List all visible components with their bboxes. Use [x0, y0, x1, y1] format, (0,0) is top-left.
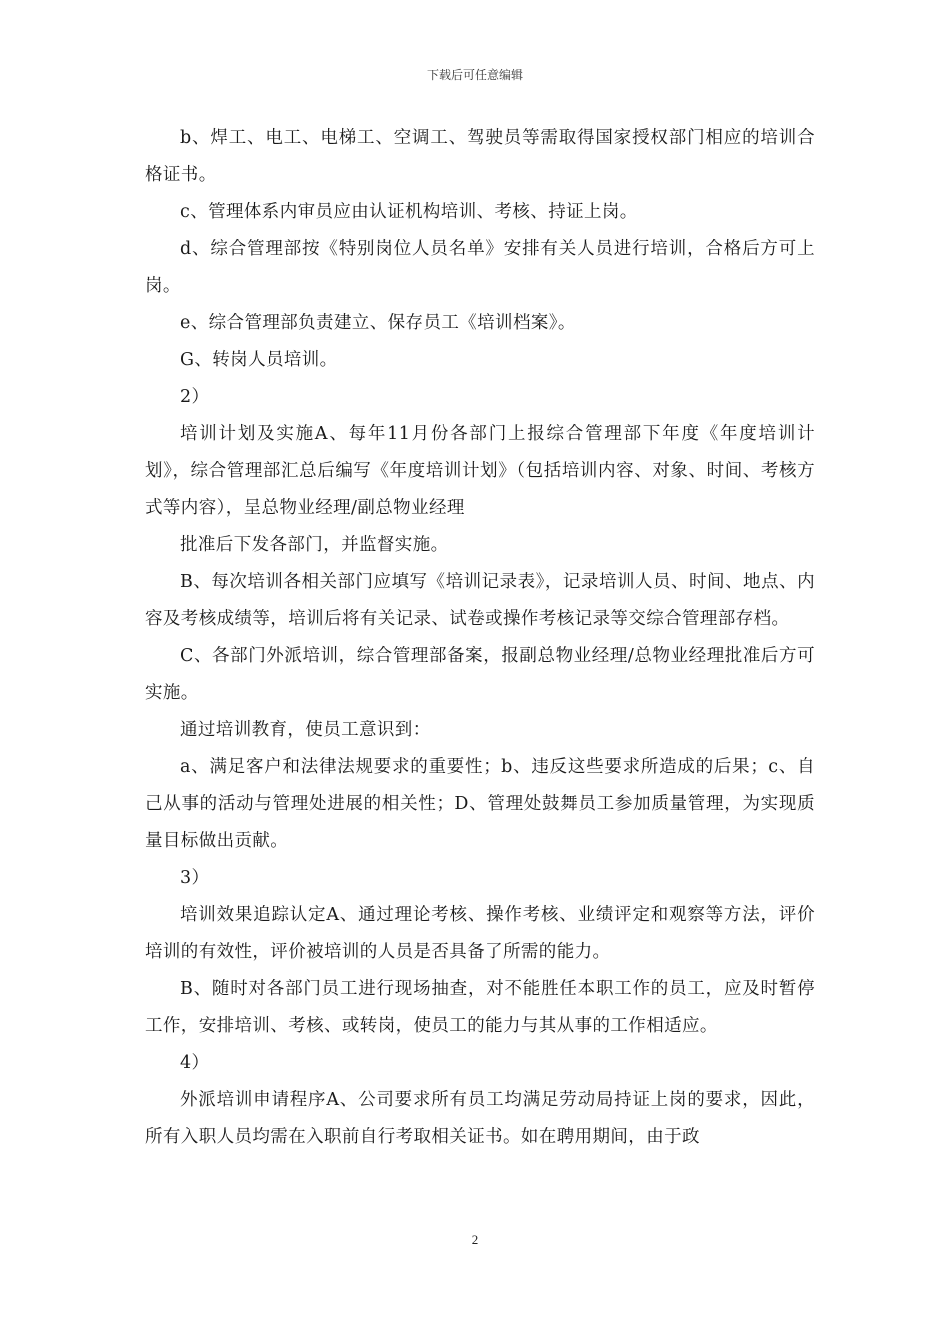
- section-number-4: 4）: [180, 1053, 210, 1073]
- paragraph-awareness-intro: 通过培训教育，使员工意识到：: [180, 720, 431, 740]
- document-body: [145, 120, 815, 1156]
- paragraph-b-spot-check: B、随时对各部门员工进行现场抽查，对不能胜任本职工作的员工，应及时暂停工作，安排培训、考核、或转岗，使员工的能力与其从事的工作相适应。: [145, 979, 815, 1036]
- section-number-3: 3）: [180, 868, 210, 888]
- paragraph-b-certificates: b、焊工、电工、电梯工、空调工、驾驶员等需取得国家授权部门相应的培训合格证书。: [145, 128, 815, 185]
- paragraph-c-external-training: C、各部门外派培训，综合管理部备案，报副总物业经理/总物业经理批准后方可实施。: [145, 646, 815, 703]
- paragraph-approval: 批准后下发各部门，并监督实施。: [180, 535, 449, 555]
- paragraph-b-training-record: B、每次培训各相关部门应填写《培训记录表》，记录培训人员、时间、地点、内容及考核成绩等，培训后将有关记录、试卷或操作考核记录等交综合管理部存档。: [145, 572, 815, 629]
- paragraph-external-application: 外派培训申请程序A、公司要求所有员工均满足劳动局持证上岗的要求，因此，所有入职人员均需在入职前自行考取相关证书。如在聘用期间，由于政: [145, 1090, 815, 1147]
- paragraph-e-training-archive: e、综合管理部负责建立、保存员工《培训档案》。: [180, 313, 576, 333]
- section-number-2: 2）: [180, 387, 210, 407]
- paragraph-training-plan: 培训计划及实施A、每年11月份各部门上报综合管理部下年度《年度培训计划》，综合管理部汇总后编写《年度培训计划》（包括培训内容、对象、时间、考核方式等内容），呈总物业经理/副总物业经理: [145, 424, 815, 518]
- page-header: 下载后可任意编辑: [426, 68, 523, 82]
- paragraph-c-auditors: c、管理体系内审员应由认证机构培训、考核、持证上岗。: [180, 202, 638, 222]
- paragraph-g-transfer-training: G、转岗人员培训。: [180, 350, 338, 370]
- paragraph-effect-tracking: 培训效果追踪认定A、通过理论考核、操作考核、业绩评定和观察等方法，评价培训的有效性，评价被培训的人员是否具备了所需的能力。: [145, 905, 815, 962]
- paragraph-awareness-items: a、满足客户和法律法规要求的重要性；b、违反这些要求所造成的后果；c、自己从事的活动与管理处进展的相关性；D、管理处鼓舞员工参加质量管理，为实现质量目标做出贡献。: [145, 757, 815, 851]
- paragraph-d-special-posts: d、综合管理部按《特别岗位人员名单》安排有关人员进行培训，合格后方可上岗。: [145, 239, 815, 296]
- page-number: 2: [471, 1232, 479, 1247]
